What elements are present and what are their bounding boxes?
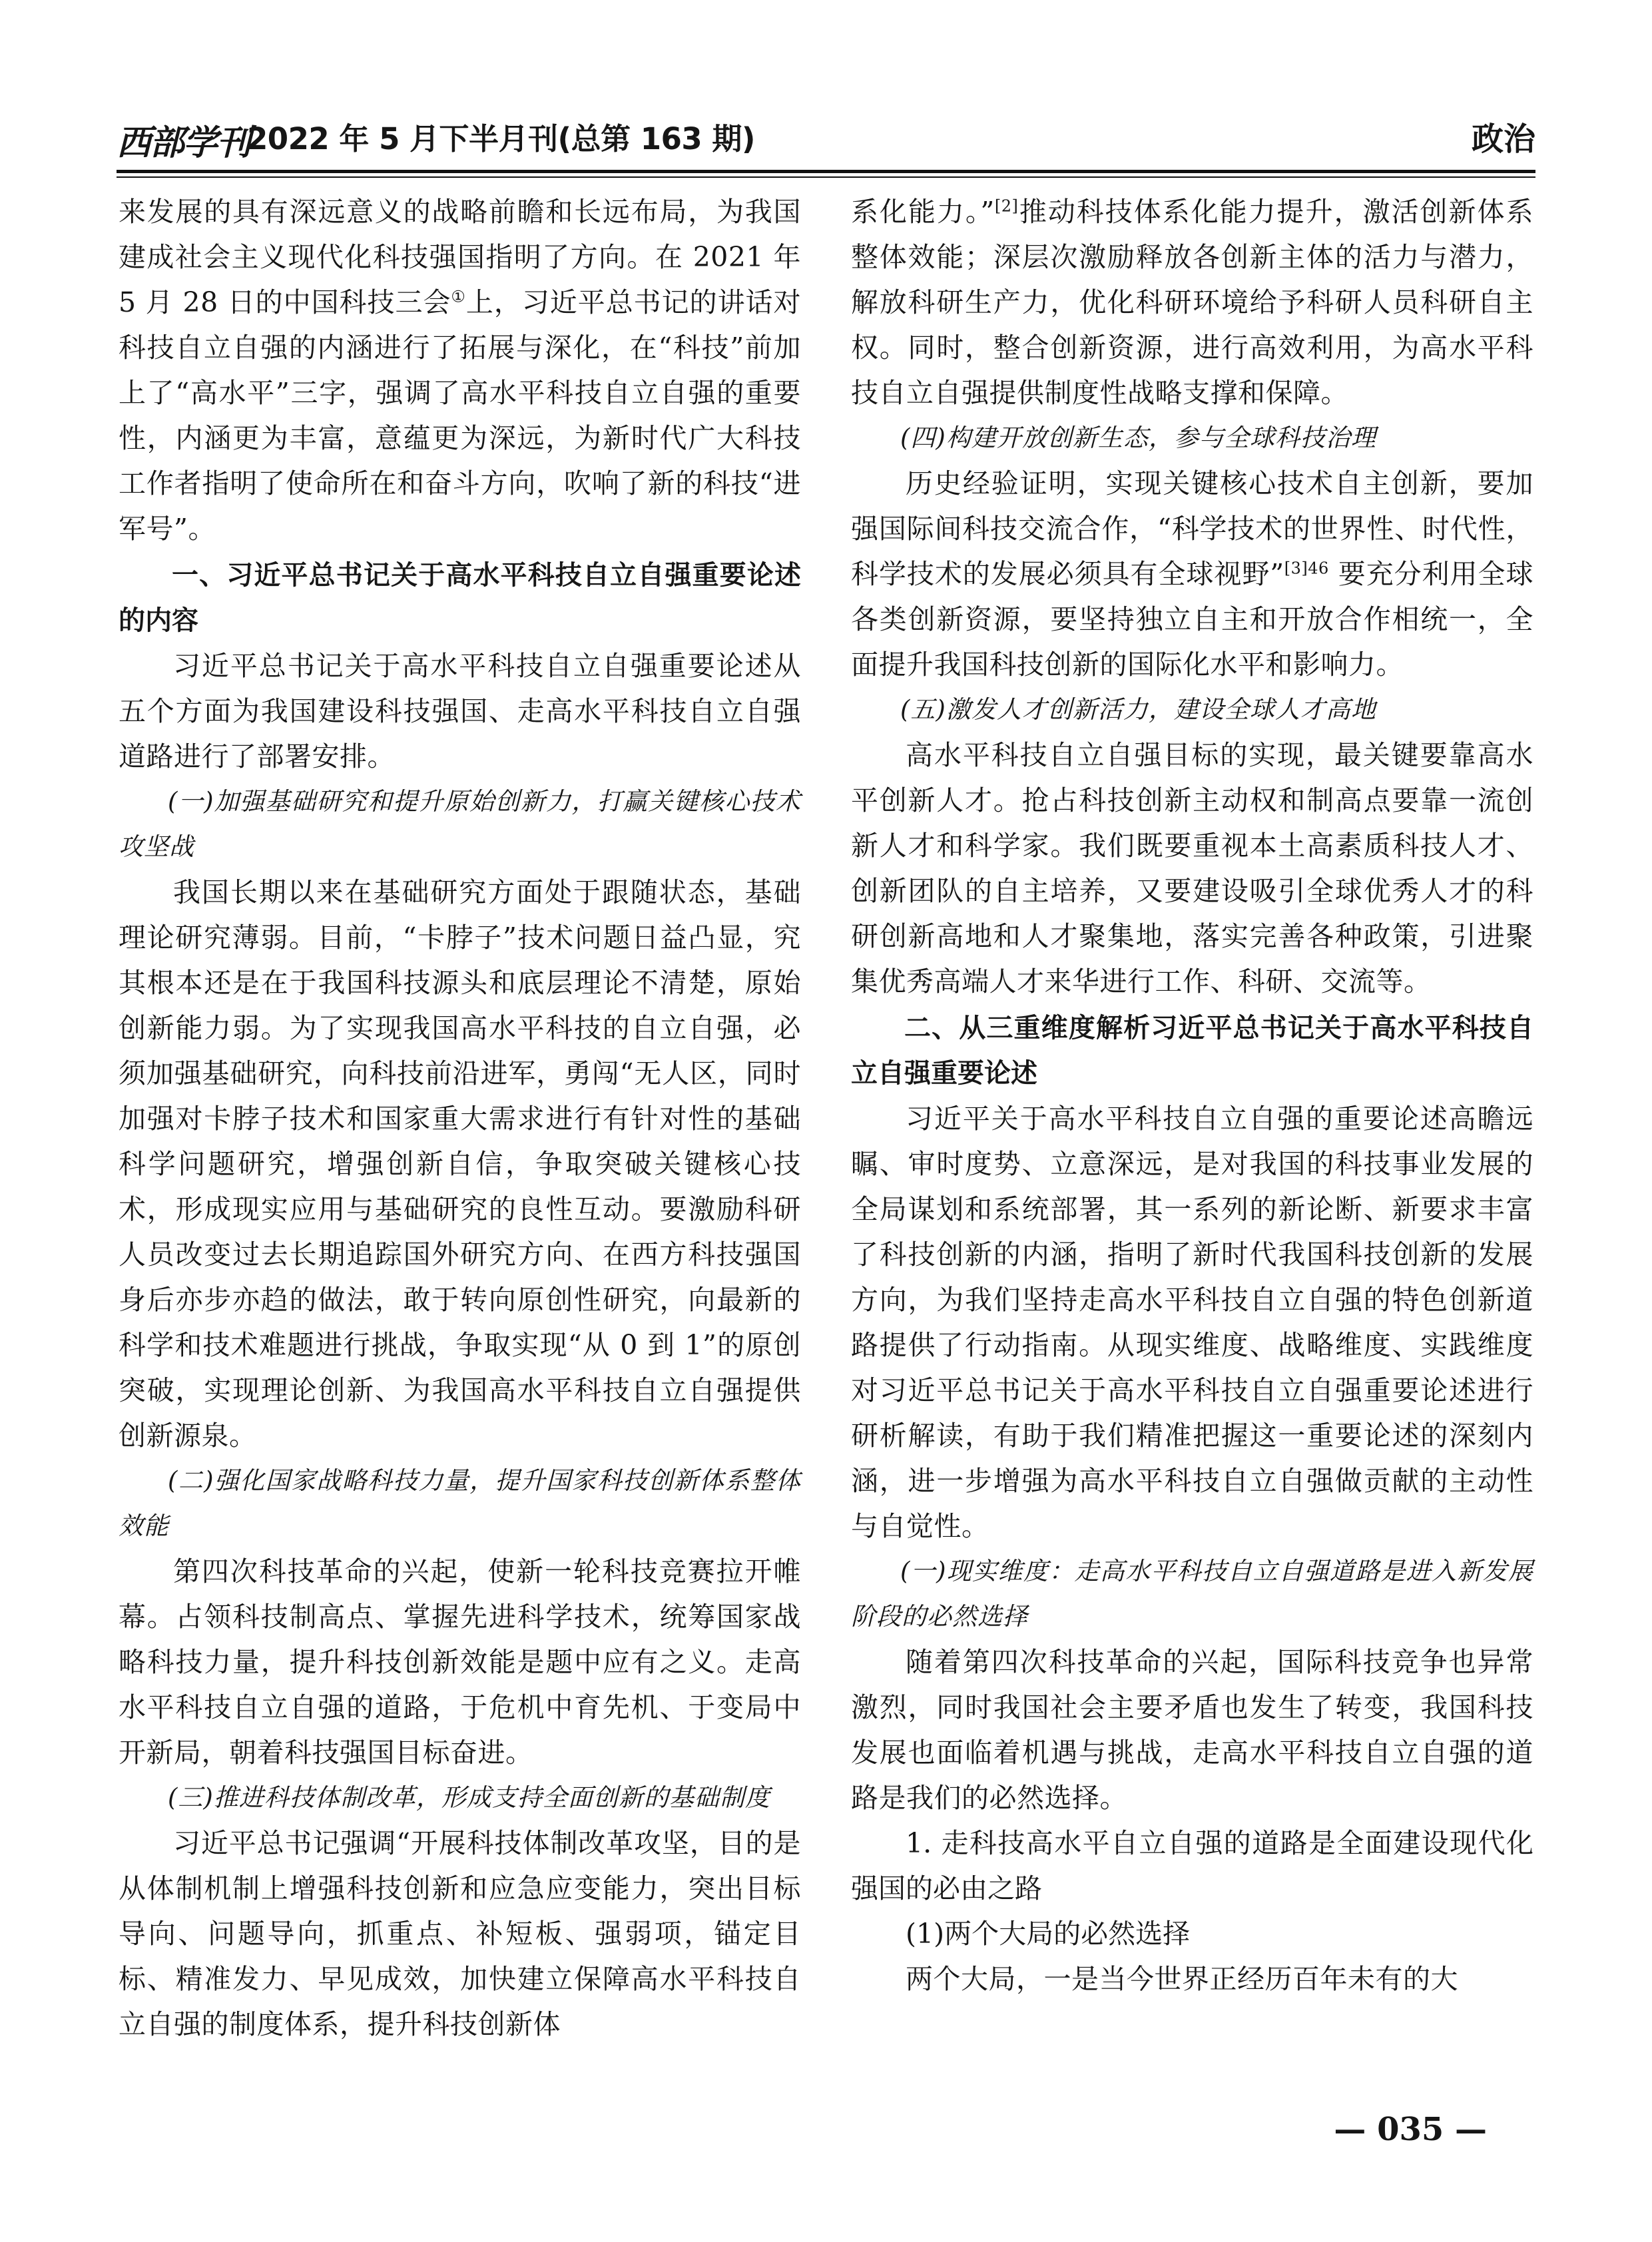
citation-marker: [2]	[994, 196, 1019, 216]
section-heading: 一、习近平总书记关于高水平科技自立自强重要论述的内容	[119, 560, 801, 636]
paragraph: 高水平科技自立自强目标的实现，最关键要靠高水平创新人才。抢占科技创新主动权和制高点要靠一流创新人才和科学家。我们既要重视本土高素质科技人才、创新团队的自主培养，又要建设吸引全球优秀人才的科研创新高地和人才聚集地，落实完善各种政策，引进聚集优秀高端人才来华进行工作、科研、交流等。	[851, 739, 1533, 997]
numbered-subheading: (1)两个大局的必然选择	[906, 1918, 1191, 1950]
subsection-heading: (三)推进科技体制改革，形成支持全面创新的基础制度	[168, 1783, 770, 1812]
section-name: 政治	[1471, 121, 1535, 158]
page-number: — 035 —	[1334, 2111, 1487, 2148]
journal-logo: 西部学刊	[117, 123, 250, 163]
subsection-heading: (一)现实维度：走高水平科技自立自强道路是进入新发展阶段的必然选择	[851, 1557, 1533, 1631]
paragraph: 习近平总书记强调“开展科技体制改革攻坚，目的是从体制机制上增强科技创新和应急应变能力，突出目标导向、问题导向，抓重点、补短板、强弱项，锚定目标、精准发力、早见成效，加快建立保障高水平科技自立自强的制度体系，提升科技创新体	[119, 1827, 801, 2040]
footnote-marker: ①	[451, 287, 466, 306]
paragraph: 习近平关于高水平科技自立自强的重要论述高瞻远瞩、审时度势、立意深远，是对我国的科技事业发展的全局谋划和系统部署，其一系列的新论断、新要求丰富了科技创新的内涵，指明了新时代我国科技创新的发展方向，为我们坚持走高水平科技自立自强的特色创新道路提供了行动指南。从现实维度、战略维度、实践维度对习近平总书记关于高水平科技自立自强重要论述进行研析解读，有助于我们精准把握这一重要论述的深刻内涵，进一步增强为高水平科技自立自强做贡献的主动性与自觉性。	[851, 1103, 1533, 1542]
citation-marker: [3]46	[1284, 559, 1329, 578]
numbered-heading: 1. 走科技高水平自立自强的道路是全面建设现代化强国的必由之路	[851, 1827, 1533, 1904]
left-column	[119, 189, 801, 2047]
header-rule	[117, 170, 1535, 178]
paragraph: 系化能力。”[2]推动科技体系化能力提升，激活创新体系整体效能；深层次激励释放各创新主体的活力与潜力，解放科研生产力，优化科研环境给予科研人员科研自主权。同时，整合创新资源，进行高效利用，为高水平科技自立自强提供制度性战略支撑和保障。	[851, 196, 1533, 409]
journal-issue-info: 2022 年 5 月下半月刊(总第 163 期)	[247, 121, 755, 156]
subsection-heading: (二)强化国家战略科技力量，提升国家科技创新体系整体效能	[119, 1466, 801, 1540]
paragraph: 随着第四次科技革命的兴起，国际科技竞争也异常激烈，同时我国社会主要矛盾也发生了转变，我国科技发展也面临着机遇与挑战，走高水平科技自立自强的道路是我们的必然选择。	[851, 1646, 1533, 1814]
paragraph: 我国长期以来在基础研究方面处于跟随状态，基础理论研究薄弱。目前，“卡脖子”技术问题日益凸显，究其根本还是在于我国科技源头和底层理论不清楚，原始创新能力弱。为了实现我国高水平科技的自立自强，必须加强基础研究，向科技前沿进军，勇闯“无人区，同时加强对卡脖子技术和国家重大需求进行有针对性的基础科学问题研究，增强创新自信，争取突破关键核心技术，形成现实应用与基础研究的良性互动。要激励科研人员改变过去长期追踪国外研究方向、在西方科技强国身后亦步亦趋的做法，敢于转向原创性研究，向最新的科学和技术难题进行挑战，争取实现“从 0 到 1”的原创突破，实现理论创新、为我国高水平科技自立自强提供创新源泉。	[119, 876, 801, 1452]
paragraph: 历史经验证明，实现关键核心技术自主创新，要加强国际间科技交流合作，“科学技术的世界性、时代性，科学技术的发展必须具有全球视野”$^{[3]46}$ 要充分利用全球各类创新资源，要坚持独立自主和开放合作相统一，全面提升我国科技创新的国际化水平和影响力。	[851, 467, 1533, 681]
right-column	[851, 189, 1533, 2002]
paragraph: 第四次科技革命的兴起，使新一轮科技竞赛拉开帷幕。占领科技制高点、掌握先进科学技术，统筹国家战略科技力量，提升科技创新效能是题中应有之义。走高水平科技自立自强的道路，于危机中育先机、于变局中开新局，朝着科技强国目标奋进。	[119, 1555, 801, 1769]
subsection-heading: (一)加强基础研究和提升原始创新力，打赢关键核心技术攻坚战	[119, 787, 801, 861]
subsection-heading: (四)构建开放创新生态，参与全球科技治理	[900, 423, 1376, 452]
paragraph: 两个大局，一是当今世界正经历百年未有的大	[906, 1963, 1458, 1995]
paragraph: 习近平总书记关于高水平科技自立自强重要论述从五个方面为我国建设科技强国、走高水平科技自立自强道路进行了部署安排。	[119, 650, 801, 772]
section-heading: 二、从三重维度解析习近平总书记关于高水平科技自立自强重要论述	[851, 1013, 1533, 1089]
running-header	[117, 105, 1535, 172]
paragraph: 来发展的具有深远意义的战略前瞻和长远布局，为我国建成社会主义现代化科技强国指明了方向。在 2021 年 5 月 28 日的中国科技三会①上，习近平总书记的讲话对科技自立自强的内涵进行了拓展与深化，在“科技”前加上了“高水平”三字，强调了高水平科技自立自强的重要性，内涵更为丰富，意蕴更为深远，为新时代广大科技工作者指明了使命所在和奋斗方向，吹响了新的科技“进军号”。	[119, 196, 802, 545]
subsection-heading: (五)激发人才创新活力，建设全球人才高地	[900, 695, 1376, 724]
